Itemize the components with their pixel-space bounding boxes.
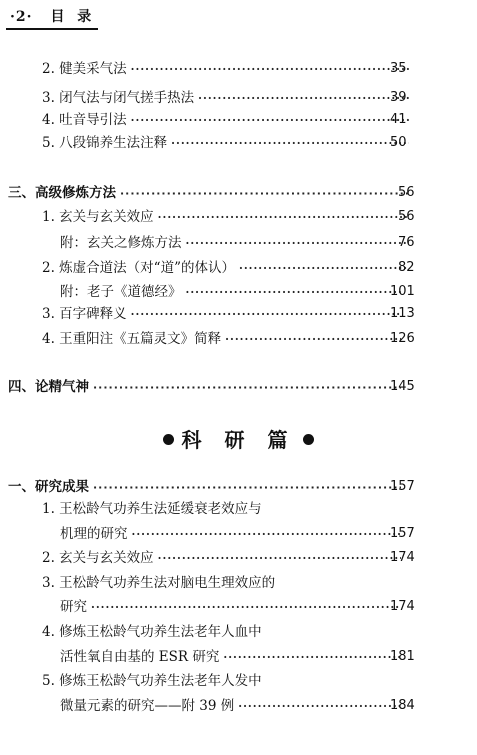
toc-entry[interactable] — [60, 647, 405, 667]
entry-page: 101 — [390, 284, 415, 299]
toc-entry[interactable] — [42, 573, 275, 593]
entry-label: 一、研究成果 — [8, 479, 89, 495]
toc-entry[interactable] — [42, 548, 405, 568]
entry-label: 机理的研究 — [60, 526, 128, 542]
entry-page: 174 — [390, 550, 415, 565]
entry-page: 184 — [390, 698, 415, 713]
toc-entry[interactable] — [60, 696, 405, 716]
header-title: 目 录 — [50, 9, 93, 25]
toc-entry[interactable] — [42, 671, 262, 691]
entry-label: 4. 吐音导引法 — [42, 112, 127, 128]
toc-entry[interactable] — [42, 88, 413, 108]
leader-dots — [239, 259, 409, 279]
entry-label: 附：老子《道德经》 — [60, 284, 182, 300]
entry-page: 157 — [390, 479, 415, 494]
entry-page: 39 — [390, 90, 407, 105]
toc-entry-chapter[interactable] — [8, 183, 413, 203]
entry-page: 181 — [390, 649, 415, 664]
leader-dots — [93, 378, 401, 398]
entry-page: 113 — [390, 306, 415, 321]
leader-dots — [93, 478, 401, 498]
leader-dots — [186, 234, 410, 254]
toc-entry[interactable] — [42, 499, 262, 519]
entry-label: 四、论精气神 — [8, 379, 89, 395]
entry-label: 5. 修炼王松龄气功养生法老年人发中 — [42, 673, 262, 689]
leader-dots — [131, 60, 409, 80]
header-page-number: ·2· — [10, 9, 33, 25]
entry-label: 5. 八段锦养生法注释 — [42, 135, 168, 151]
toc-entry[interactable] — [60, 282, 405, 302]
entry-page: 126 — [390, 331, 415, 346]
toc-entry-chapter[interactable] — [8, 477, 405, 497]
leader-dots — [238, 697, 401, 717]
leader-dots — [131, 111, 409, 131]
entry-label: 三、高级修炼方法 — [8, 185, 116, 201]
toc-entry[interactable] — [60, 233, 413, 253]
entry-label: 3. 王松龄气功养生法对脑电生理效应的 — [42, 575, 276, 591]
leader-dots — [131, 305, 401, 325]
bullet-icon — [163, 434, 174, 445]
entry-page: 174 — [390, 599, 415, 614]
toc-entry[interactable] — [60, 597, 405, 617]
page-header — [10, 6, 92, 26]
entry-page: 56 — [398, 209, 415, 224]
entry-label: 4. 王重阳注《五篇灵文》简释 — [42, 331, 222, 347]
leader-dots — [223, 648, 401, 668]
section-title-text: 科 研 篇 — [181, 428, 296, 452]
leader-dots — [225, 330, 401, 350]
toc-entry[interactable] — [42, 329, 405, 349]
toc-entry[interactable] — [42, 207, 413, 227]
entry-page: 82 — [398, 260, 415, 275]
entry-page: 145 — [390, 379, 415, 394]
entry-label: 4. 修炼王松龄气功养生法老年人血中 — [42, 624, 262, 640]
leader-dots — [186, 283, 402, 303]
entry-label: 1. 王松龄气功养生法延缓衰老效应与 — [42, 501, 262, 517]
entry-page: 157 — [390, 526, 415, 541]
toc-entry[interactable] — [42, 110, 413, 130]
entry-label: 3. 百字碑释义 — [42, 306, 127, 322]
leader-dots — [198, 89, 409, 109]
entry-label: 2. 玄关与玄关效应 — [42, 550, 154, 566]
entry-page: 35 — [390, 61, 407, 76]
leader-dots — [158, 208, 409, 228]
toc-entry[interactable] — [42, 258, 413, 278]
entry-page: 76 — [398, 235, 415, 250]
entry-label: 2. 健美采气法 — [42, 61, 127, 77]
leader-dots — [120, 184, 409, 204]
toc-entry[interactable] — [60, 524, 405, 544]
leader-dots — [158, 549, 401, 569]
toc-entry[interactable] — [42, 133, 413, 153]
leader-dots — [132, 525, 402, 545]
entry-label: 微量元素的研究——附 39 例 — [60, 698, 235, 714]
toc-entry-chapter[interactable] — [8, 377, 405, 397]
toc-entry[interactable] — [42, 304, 405, 324]
toc-entry[interactable] — [42, 622, 262, 642]
entry-label: 附：玄关之修炼方法 — [60, 235, 182, 251]
leader-dots — [91, 598, 401, 618]
entry-label: 活性氧自由基的 ESR 研究 — [60, 649, 220, 665]
entry-page: 41 — [390, 112, 407, 127]
leader-dots — [171, 134, 409, 154]
section-title — [0, 424, 477, 453]
header-rule — [6, 28, 98, 30]
toc-entry[interactable] — [42, 59, 413, 79]
entry-page: 56 — [398, 185, 415, 200]
entry-label: 2. 炼虚合道法（对“道”的体认） — [42, 260, 235, 276]
entry-page: 50 — [390, 135, 407, 150]
entry-label: 3. 闭气法与闭气搓手热法 — [42, 90, 195, 106]
entry-label: 1. 玄关与玄关效应 — [42, 209, 154, 225]
entry-label: 研究 — [60, 599, 87, 615]
bullet-icon — [303, 434, 314, 445]
